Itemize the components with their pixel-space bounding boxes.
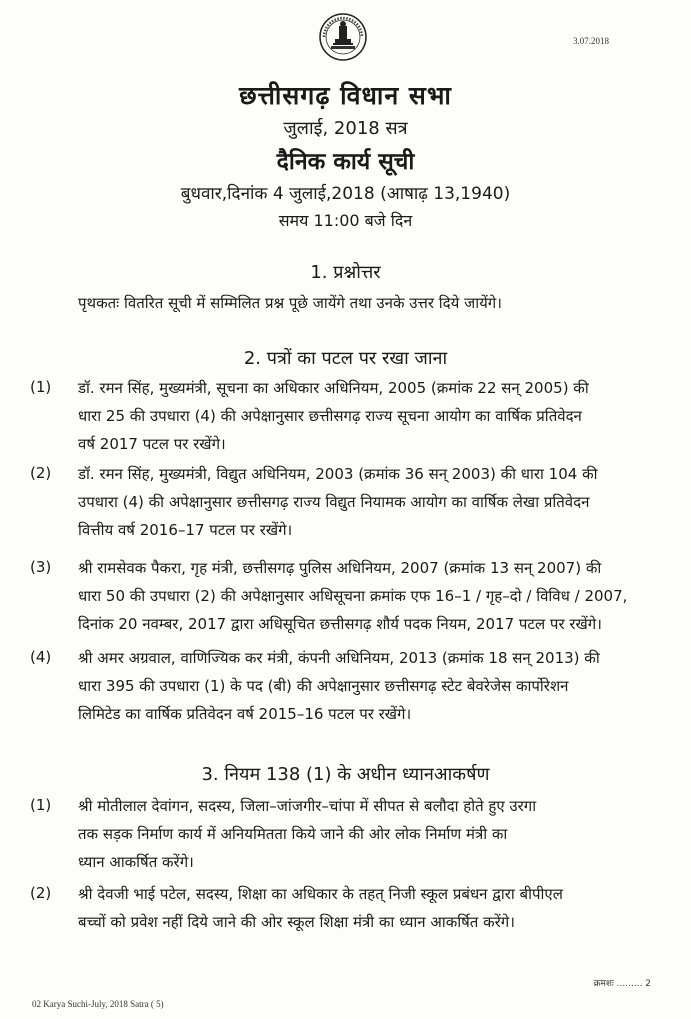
item-line: श्री रामसेवक पैकरा, गृह मंत्री, छत्तीसगढ़ पुलिस अधिनियम, 2007 (क्रमांक 13 सन् 2007) की xyxy=(78,559,602,577)
item-line: श्री देवजी भाई पटेल, सदस्य, शिक्षा का अधिकार के तहत् निजी स्कूल प्रबंधन द्वारा बीपीएल xyxy=(78,885,563,903)
item-line: लिमिटेड का वार्षिक प्रतिवेदन वर्ष 2015–16 पटल पर रखेंगे। xyxy=(78,705,412,723)
list-item xyxy=(78,792,668,876)
item-line: धारा 25 की उपधारा (4) की अपेक्षानुसार छत्तीसगढ़ राज्य सूचना आयोग का वार्षिक प्रतिवेदन xyxy=(78,407,582,425)
item-line: तक सड़क निर्माण कार्य में अनियमितता किये जाने की ओर लोक निर्माण मंत्री का xyxy=(78,825,508,843)
item-line: वर्ष 2017 पटल पर रखेंगे। xyxy=(78,435,226,453)
item-number: (1) xyxy=(30,796,52,814)
document-title: दैनिक कार्य सूची xyxy=(276,149,415,175)
item-line: दिनांक 20 नवम्बर, 2017 द्वारा अधिसूचित छत्तीसगढ़ शौर्य पदक नियम, 2017 पटल पर रखेंगे। xyxy=(78,615,602,633)
section-text: पृथकतः वितरित सूची में सम्मिलित प्रश्न पूछे जायेंगे तथा उनके उत्तर दिये जायेंगे। xyxy=(78,294,502,312)
item-line: श्री अमर अग्रवाल, वाणिज्यिक कर मंत्री, कंपनी अधिनियम, 2013 (क्रमांक 18 सन् 2013) की xyxy=(78,649,600,667)
file-reference: 02 Karya Suchi-July, 2018 Satra ( 5) xyxy=(32,999,164,1009)
assembly-title: छत्तीसगढ़ विधान सभा xyxy=(239,81,452,110)
item-line: धारा 395 की उपधारा (1) के पद (बी) की अपेक्षानुसार छत्तीसगढ़ स्टेट बेवरेजेस कार्पोरेशन xyxy=(78,677,569,695)
item-number: (2) xyxy=(30,464,52,482)
item-line: ध्यान आकर्षित करेंगे। xyxy=(78,853,194,871)
list-item xyxy=(78,644,668,728)
item-line: श्री मोतीलाल देवांगन, सदस्य, जिला–जांजगीर–चांपा में सीपत से बलौदा होते हुए उरगा xyxy=(78,797,537,815)
item-line: बच्चों को प्रवेश नहीं दिये जाने की ओर स्कूल शिक्षा मंत्री का ध्यान आकर्षित करेंगे। xyxy=(78,913,515,931)
section-title: 3. नियम 138 (1) के अधीन ध्यानआकर्षण xyxy=(201,764,490,785)
item-number: (2) xyxy=(30,884,52,902)
assembly-emblem-icon xyxy=(318,12,368,62)
date-stamp: 3.07.2018 xyxy=(573,36,609,46)
time-line: समय 11:00 बजे दिन xyxy=(278,211,413,230)
item-line: उपधारा (4) की अपेक्षानुसार छत्तीसगढ़ राज्य विद्युत नियामक आयोग का वार्षिक लेखा प्रतिवेदन xyxy=(78,493,590,511)
list-item xyxy=(78,880,668,936)
session-line: जुलाई, 2018 सत्र xyxy=(283,118,408,139)
item-number: (1) xyxy=(30,378,52,396)
item-line: डॉ. रमन सिंह, मुख्यमंत्री, विद्युत अधिनियम, 2003 (क्रमांक 36 सन् 2003) की धारा 104 की xyxy=(78,465,598,483)
list-item xyxy=(78,554,668,638)
list-item xyxy=(78,374,668,458)
item-line: धारा 50 की उपधारा (2) की अपेक्षानुसार अधिसूचना क्रमांक एफ 16–1 / गृह–दो / विविध / 2007, xyxy=(78,587,628,605)
item-line: डॉ. रमन सिंह, मुख्यमंत्री, सूचना का अधिकार अधिनियम, 2005 (क्रमांक 22 सन् 2005) की xyxy=(78,379,589,397)
continuation-note: क्रमशः ......... 2 xyxy=(593,979,651,989)
date-line: बुधवार,दिनांक 4 जुलाई,2018 (आषाढ़ 13,1940) xyxy=(180,184,511,204)
list-item xyxy=(78,460,668,544)
section-title: 2. पत्रों का पटल पर रखा जाना xyxy=(243,348,448,369)
item-number: (4) xyxy=(30,648,52,666)
item-number: (3) xyxy=(30,558,52,576)
section-title: 1. प्रश्नोत्तर xyxy=(310,262,381,283)
item-line: वित्तीय वर्ष 2016–17 पटल पर रखेंगे। xyxy=(78,521,293,539)
